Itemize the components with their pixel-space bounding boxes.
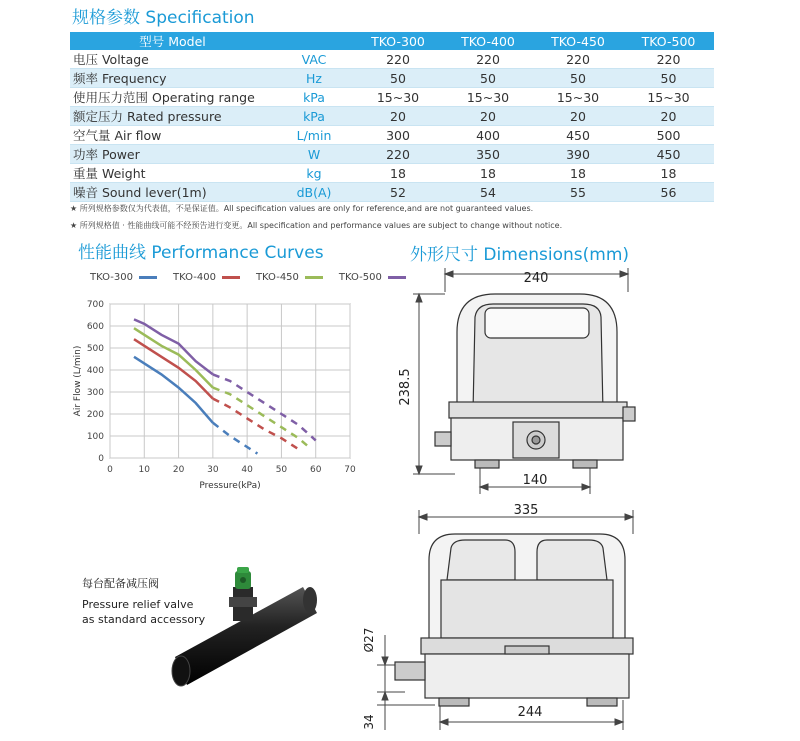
y-tick-label: 400 — [86, 366, 104, 376]
legend-label: TKO-450 — [255, 272, 299, 283]
x-tick-label: 70 — [344, 465, 356, 475]
spec-title: 规格参数 Specification — [72, 8, 255, 28]
spec-value: 220 — [623, 50, 714, 69]
spec-value: 400 — [443, 126, 533, 145]
y-tick-label: 700 — [86, 300, 104, 310]
spec-label: 功率 Power — [70, 145, 275, 164]
spec-label: 重量 Weight — [70, 164, 275, 183]
spec-value: 50 — [443, 69, 533, 88]
x-tick-label: 50 — [275, 465, 288, 475]
spec-value: 220 — [353, 145, 443, 164]
dim-height: 238.5 — [398, 368, 413, 406]
spec-value: 50 — [533, 69, 623, 88]
spec-value: 220 — [353, 50, 443, 69]
spec-header-cell — [275, 32, 353, 50]
legend-label: TKO-500 — [338, 272, 382, 283]
perf-title: 性能曲线 Performance Curves — [78, 243, 324, 263]
legend-label: TKO-400 — [172, 272, 216, 283]
spec-label: 电压 Voltage — [70, 50, 275, 69]
dim-front-base: 244 — [517, 705, 543, 720]
spec-unit: kPa — [275, 88, 353, 107]
spec-table — [70, 32, 714, 202]
spec-header-cell: 型号 Model — [70, 32, 275, 50]
spec-label: 频率 Frequency — [70, 69, 275, 88]
spec-value: 56 — [623, 183, 714, 202]
spec-value: 18 — [533, 164, 623, 183]
spec-label: 噪音 Sound lever(1m) — [70, 183, 275, 202]
x-tick-label: 60 — [309, 465, 322, 475]
spec-row — [70, 69, 714, 88]
spec-value: 20 — [443, 107, 533, 126]
spec-value: 55 — [533, 183, 623, 202]
valve-label — [82, 576, 205, 627]
note-line: ★ 所列规格值 · 性能曲线可能不经预告进行变更。All specification and performance values are subject to change without notice. — [70, 221, 563, 230]
spec-value: 18 — [443, 164, 533, 183]
spec-value: 50 — [623, 69, 714, 88]
valve-label-en-1: Pressure relief valve — [82, 598, 194, 611]
spec-value: 15~30 — [353, 88, 443, 107]
spec-value: 18 — [623, 164, 714, 183]
spec-value: 54 — [443, 183, 533, 202]
legend-swatch — [222, 276, 240, 279]
dim-front-width: 335 — [513, 503, 539, 518]
y-tick-label: 200 — [86, 410, 104, 420]
note-line: ★ 所列规格参数仅为代表值，不是保证值。All specification values are only for reference,and are not guaranteed values. — [70, 204, 534, 213]
x-tick-label: 10 — [138, 465, 151, 475]
legend-swatch — [305, 276, 323, 279]
y-tick-label: 500 — [86, 344, 104, 354]
spec-value: 50 — [353, 69, 443, 88]
chart-legend — [90, 272, 422, 283]
spec-unit: Hz — [275, 69, 353, 88]
spec-row — [70, 107, 714, 126]
dim-offset: 34 — [362, 714, 376, 730]
x-tick-label: 30 — [207, 465, 219, 475]
spec-value: 20 — [353, 107, 443, 126]
spec-label: 额定压力 Rated pressure — [70, 107, 275, 126]
spec-row — [70, 183, 714, 202]
spec-value: 52 — [353, 183, 443, 202]
spec-row — [70, 145, 714, 164]
spec-unit: kPa — [275, 107, 353, 126]
spec-value: 300 — [353, 126, 443, 145]
spec-header-cell: TKO-300 — [353, 32, 443, 50]
spec-value: 15~30 — [533, 88, 623, 107]
valve-label-cn: 每台配备减压阀 — [82, 577, 159, 590]
front-view-drawing — [355, 500, 655, 738]
side-view-drawing — [395, 262, 655, 497]
spec-value: 450 — [533, 126, 623, 145]
legend-swatch — [139, 276, 157, 279]
x-tick-label: 20 — [172, 465, 185, 475]
spec-value: 220 — [443, 50, 533, 69]
spec-unit: W — [275, 145, 353, 164]
x-tick-label: 0 — [107, 465, 113, 475]
spec-value: 15~30 — [623, 88, 714, 107]
spec-notes — [70, 200, 562, 234]
spec-label: 空气量 Air flow — [70, 126, 275, 145]
spec-value: 390 — [533, 145, 623, 164]
y-tick-label: 300 — [86, 388, 104, 398]
y-tick-label: 100 — [86, 432, 104, 442]
spec-unit: VAC — [275, 50, 353, 69]
spec-header-cell: TKO-500 — [623, 32, 714, 50]
y-tick-label: 0 — [98, 454, 104, 464]
spec-value: 18 — [353, 164, 443, 183]
dim-top-width: 240 — [523, 271, 549, 286]
x-tick-label: 40 — [241, 465, 253, 475]
spec-label: 使用压力范围 Operating range — [70, 88, 275, 107]
performance-chart — [66, 290, 366, 490]
spec-row — [70, 88, 714, 107]
spec-value: 20 — [623, 107, 714, 126]
spec-header-row — [70, 32, 714, 50]
spec-unit: L/min — [275, 126, 353, 145]
y-axis-label: Air Flow (L/min) — [73, 345, 83, 417]
dim-base-width: 140 — [522, 473, 548, 488]
dim-diameter: Ø27 — [362, 627, 376, 653]
dimensions-title: 外形尺寸 Dimensions(mm) — [410, 245, 630, 265]
spec-header-cell: TKO-450 — [533, 32, 623, 50]
spec-row — [70, 126, 714, 145]
x-axis-label: Pressure(kPa) — [199, 481, 261, 490]
spec-value: 15~30 — [443, 88, 533, 107]
spec-row — [70, 164, 714, 183]
spec-unit: dB(A) — [275, 183, 353, 202]
legend-label: TKO-300 — [90, 272, 133, 283]
spec-value: 350 — [443, 145, 533, 164]
y-tick-label: 600 — [86, 322, 104, 332]
valve-label-en-2: as standard accessory — [82, 613, 206, 626]
spec-value: 20 — [533, 107, 623, 126]
spec-value: 500 — [623, 126, 714, 145]
spec-value: 220 — [533, 50, 623, 69]
spec-value: 450 — [623, 145, 714, 164]
spec-row — [70, 50, 714, 69]
spec-header-cell: TKO-400 — [443, 32, 533, 50]
spec-unit: kg — [275, 164, 353, 183]
